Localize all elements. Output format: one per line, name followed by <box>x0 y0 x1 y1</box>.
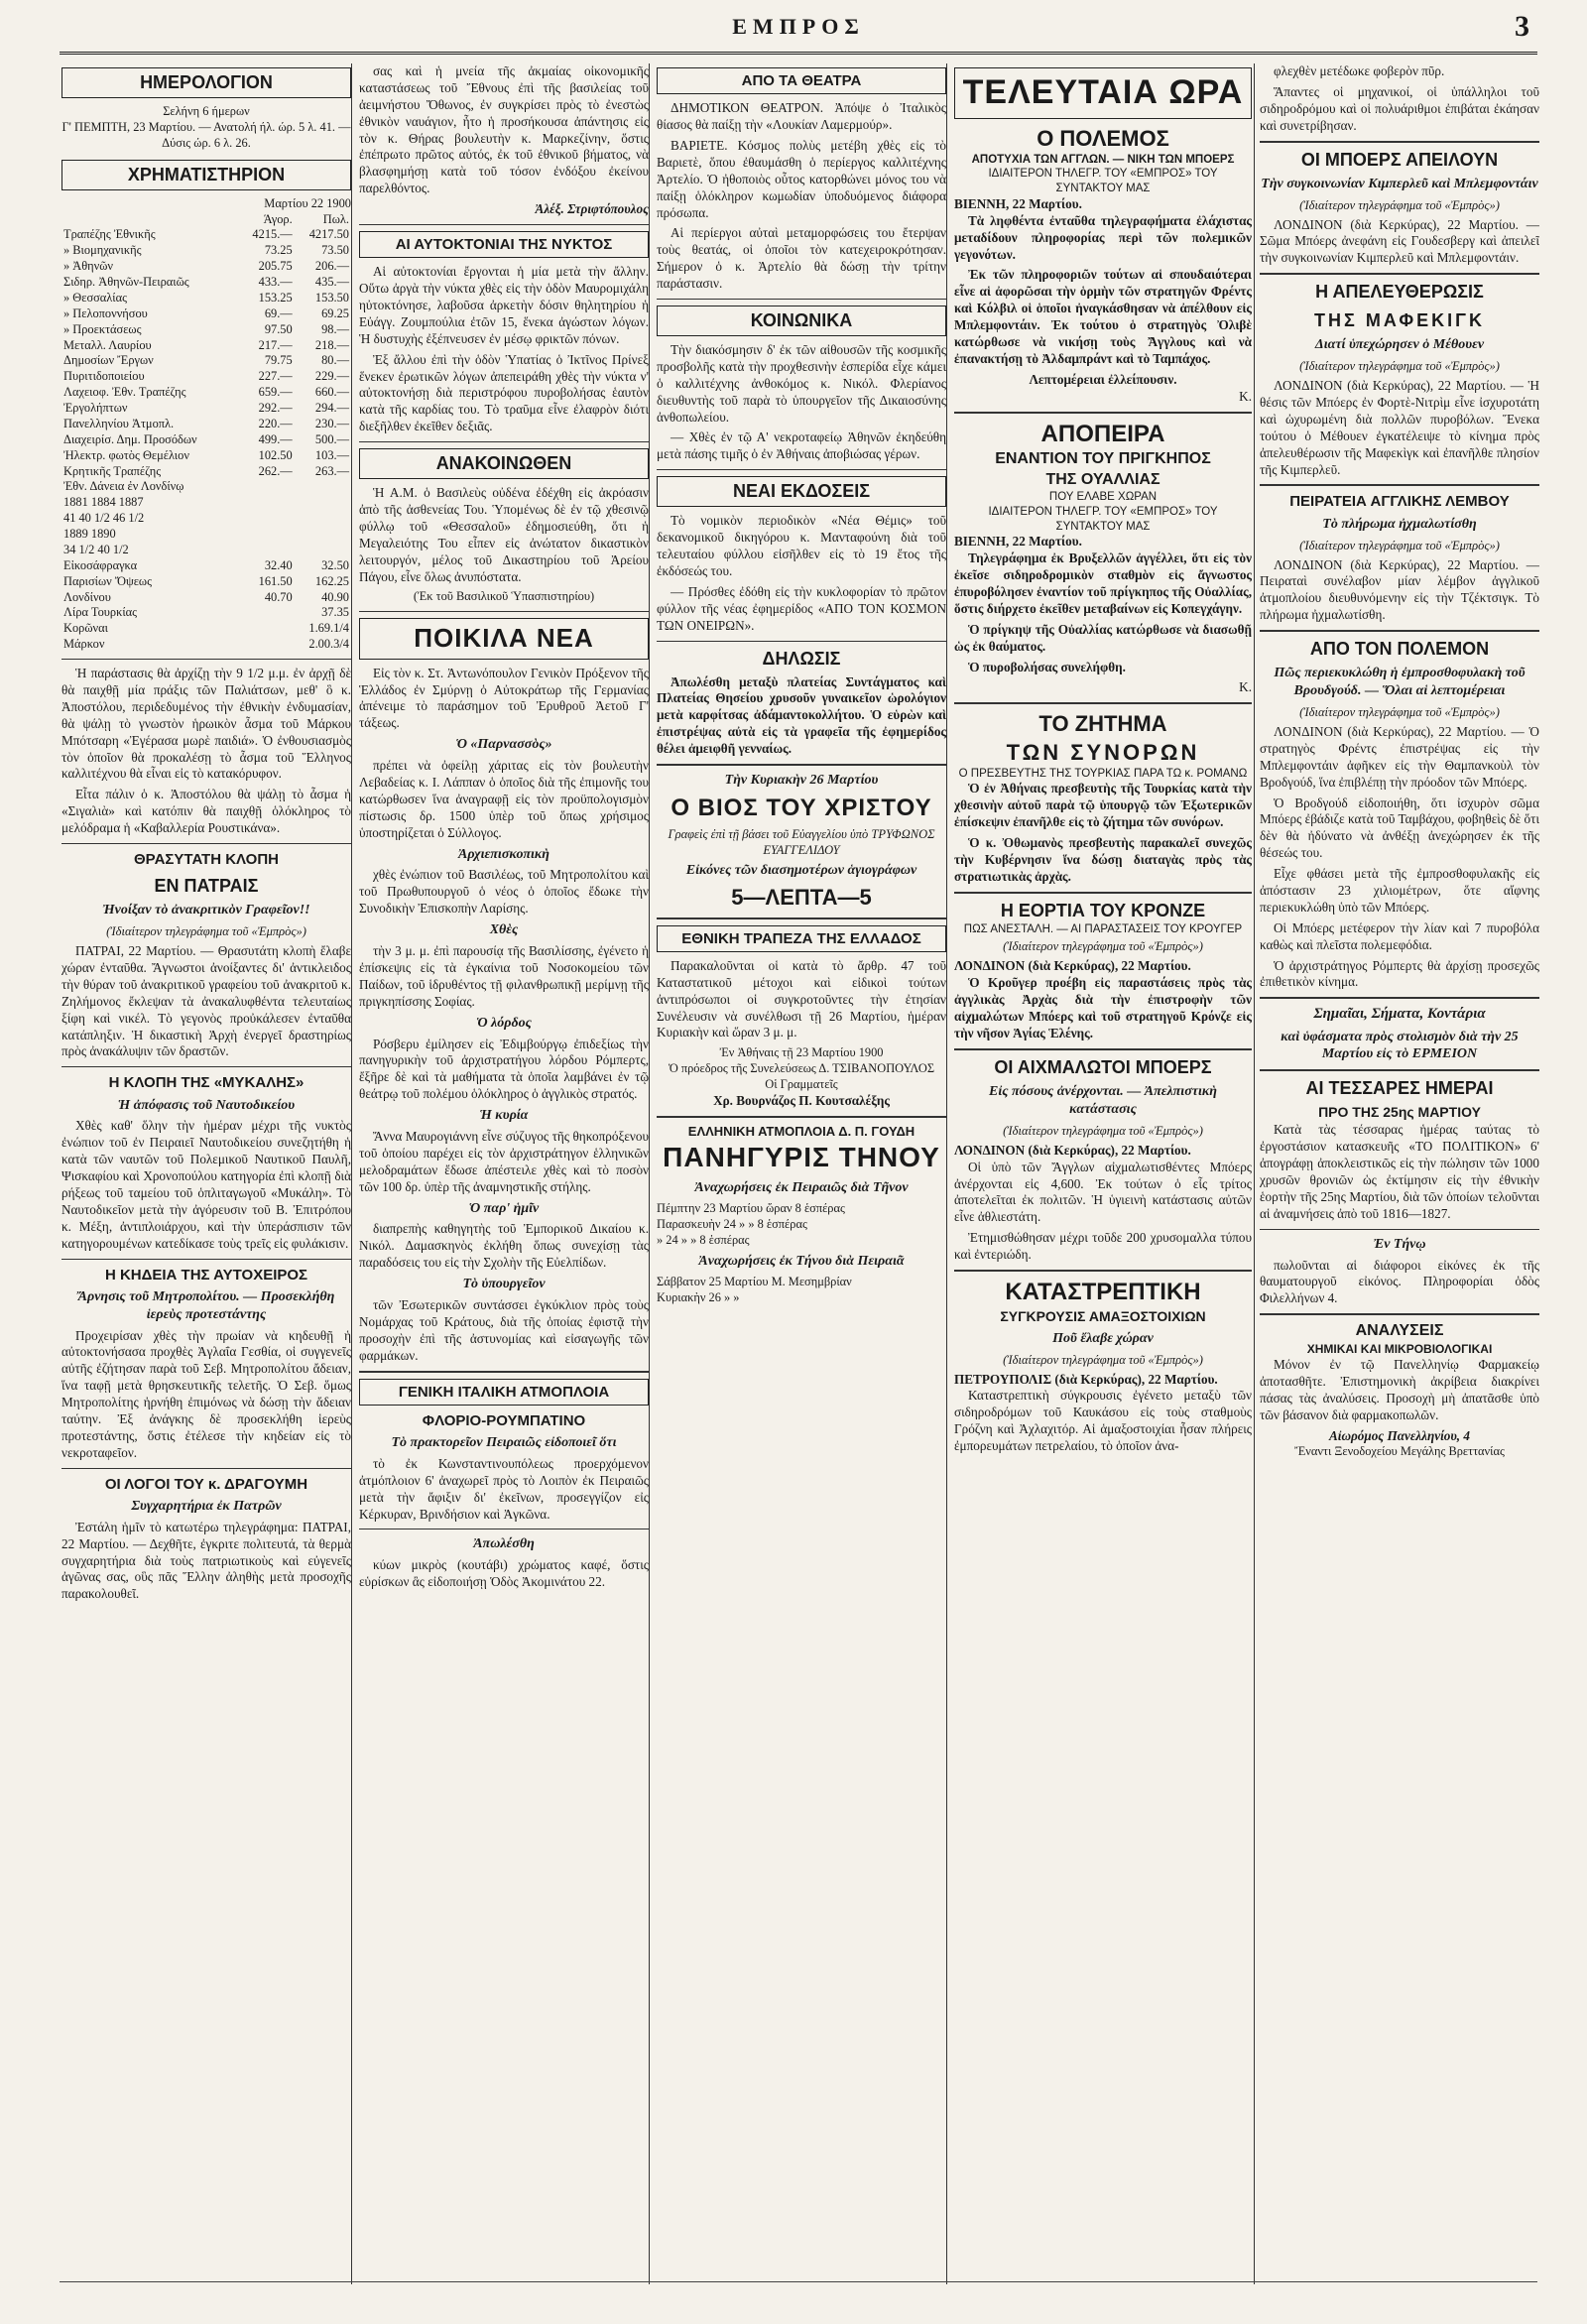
boer-threat-source: (Ἰδιαίτερον τηλεγράφημα τοῦ «Ἐμπρὸς») <box>1299 197 1500 212</box>
tinos-note-title: Ἐν Τήνῳ <box>1373 1236 1426 1252</box>
social-body: Τὴν διακόσμησιν δ' ἐκ τῶν αἰθουσῶν τῆς κοσμικῆς προσβολῆς κατὰ τὴν προχθεσινὴν ἑσπερίδα εἶχε κάμει ὁ καλλιτέχνης ἀνθοκόμος κ. Νικόλ. Φλερίανος διευθυντὴς τοῦ παρὰ τὸ ὑπουργεῖον τῆς Δικαιοσύνης ἀνθοπωλείου. <box>657 342 946 425</box>
exchange-row <box>61 558 351 574</box>
piracy-source: (Ἰδιαίτερον τηλεγράφημα τοῦ «Ἐμπρὸς») <box>1299 538 1500 552</box>
front-title: ΑΠΟ ΤΟΝ ΠΟΛΕΜΟΝ <box>1309 639 1490 660</box>
minister-title: Τὸ ὑπουργεῖον <box>462 1277 546 1292</box>
tinos-sub: Ἀναχωρήσεις ἐκ Πειραιῶς διὰ Τῆνον <box>694 1180 909 1196</box>
ad-title: ΓΕΝΙΚΗ ΙΤΑΛΙΚΗ ΑΤΜΟΠΛΟΙΑ <box>359 1379 649 1406</box>
war-body: Τὰ ληφθέντα ἐνταῦθα τηλεγραφήματα ἐλάχιστας μεταδίδουν πληροφορίας περὶ τῶν πολεμικῶν γεγονότων. <box>954 212 1252 262</box>
kyria-body: Ἄννα Μαυρογιάννη εἶνε σύζυγος τῆς θηκοπρόξενου τοῦ ὁποίου παρέχει εἰς τὸν ἀρχιστράτηγον ἑλληνικῶν μελοδραμάτων ἔδωσε ἀπέστειλε χθὲς καὶ τὸ ποσὸν τῶν 100 δρ. ὑπὲρ τῆς ἀναμνηστικῆς στήλης. <box>359 1128 649 1194</box>
border-body: Ὁ κ. Ὀθωμανὸς πρεσβευτὴς παρακαλεῖ συνεχῶς τὴν Κυβέρνησιν ἵνα δώσῃ διαταγὰς πρὸς τὰς στρατιωτικὰς ἀρχὰς. <box>954 835 1252 884</box>
analyses-address-2: Ἔναντι Ξενοδοχείου Μεγάλης Βρεττανίας <box>1294 1444 1505 1459</box>
lord-body: Ρόσβερυ ἐμίλησεν εἰς Ἐδιμβούργῳ ἐπιδεξίως τὴν πανηγυρικὴν τοῦ ἀρχιστρατήγου λόρδου Ρόμπερτς, ἔξῆρε δὲ καὶ τὰ μαθήματα τὰ ὁποῖα λαμβάνει ἐν τῷ θεάτρῳ τοῦ πολέμου ὁλόκληρος ὁ ἀγγλικὸς στρατός. <box>359 1036 649 1102</box>
exchange-cell: 659.— <box>258 385 293 400</box>
exchange-cell: » Βιομηχανικῆς <box>63 243 142 258</box>
exchange-cell: 40.90 <box>321 589 349 604</box>
exchange-cell: Μάρκον <box>63 637 105 652</box>
column-rule <box>351 63 352 2284</box>
theatre-variete: Αἱ περίεργοι αὐταὶ μεταμορφώσεις του ἔτερψαν τοὺς θεατάς, οἱ ὁποῖοι τὸν κατεχειροκρότησαν. Σήμερον ὁ κ. Ἀρτελίο θὰ δώσῃ τὴν τρίτην παράστασιν. <box>657 225 946 292</box>
border-sub: Ο ΠΡΕΣΒΕΥΤΗΣ ΤΗΣ ΤΟΥΡΚΙΑΣ ΠΑΡΑ ΤΩ κ. ΡΟΜΑΝΩ <box>958 767 1248 780</box>
kronje-title: Η ΕΟΡΤΙΑ ΤΟΥ ΚΡΟΝΖΕ <box>1000 900 1206 920</box>
exchange-note: Εἶτα πάλιν ὁ κ. Ἀποστόλου θὰ ψάλῃ τὸ ἆσμα ἡ «Σιγαλιὰ» καὶ κατόπιν θὰ παιχθῇ ὁλόκληρος τὸ μελόδραμα ἡ «Καβαλλερία Ρουστικάνα». <box>61 787 351 836</box>
bios-title: Ο ΒΙΟΣ ΤΟΥ ΧΡΙΣΤΟΥ <box>671 794 932 821</box>
exchange-row <box>61 291 351 306</box>
exchange-cell: 153.50 <box>314 290 349 305</box>
exchange-row <box>61 353 351 369</box>
exchange-cell: 217.— <box>258 337 293 352</box>
funeral-body: Προχειρίσαν χθὲς τὴν πρωίαν νὰ κηδευθῇ ἡ αὐτοκτονήσασα προχθὲς Ἀγλαΐα Γεσθία, οἱ συγγενεῖς αὐτῆς ἐζήτησαν παρὰ τοῦ Σεβ. Μητροπολίτου ἄδειαν, ἵνα ταφῇ μετὰ θρησκευτικῆς τελετῆς. Ὁ Σεβ. ὅμως Μητροπολίτης ἠρνήθη ἐπιμόνως νὰ δώσῃ τὴν ἄδειαν ταύτην. Ἐξ ἀνάγκης δὲ προσεκλήθη ἱερεὺς προτεστάντης, ὅστις ἐτέλεσε τὴν κηδείαν εἰς τὸ νεκροταφεῖον. <box>61 1327 351 1460</box>
exchange-cell: » Θεσσαλίας <box>63 290 128 305</box>
disaster-dateline: ΠΕΤΡΟΥΠΟΛΙΣ (διὰ Κερκύρας), 22 Μαρτίου. <box>954 1371 1218 1387</box>
exchange-row <box>61 401 351 417</box>
exchange-cell: 153.25 <box>258 290 293 305</box>
mafeking-body: ΛΟΝΔΙΝΟΝ (διὰ Κερκύρας), 22 Μαρτίου. — Ἡ θέσις τῶν Μπόερς ἐν Φορτὲ-Νιτρὶμ εἶνε ἰσχυροτάτη καὶ ὠχυρωμένη διὰ πολλῶν πυροβόλων. Ἕνεκα τούτου ὁ Μέθουεν ἐγκατέλειψε τὸ κίνημα πρὸς ἀπελευθέρωσιν τῆς Μαφεκὶγκ καὶ ἐπανῆλθε πλησίον τῆς Κιμπερλεῦ. <box>1260 378 1539 477</box>
theft-body: ΠΑΤΡΑΙ, 22 Μαρτίου. — Θρασυτάτη κλοπὴ ἔλαβε χώραν ἐνταῦθα. Ἄγνωστοι ἀνοίξαντες δι' ἀντικλειδος τὴν θύραν τοῦ ἀνακριτικοῦ γραφείου τοῦ ἀνακριτοῦ κ. Ζηλήμονος ἔκλεψαν τὰ ἀνακαλυφθέντα τελευταίως ξίφη καὶ νικέλ. Τὸ γεγονὸς προὐκάλεσεν ἐνταῦθα κατάπληξιν. Ἡ δικαστικὴ Ἀρχὴ ἐνεργεῖ δραστηρίως πρὸς ἀνακάλυψιν τῶν δραστῶν. <box>61 943 351 1059</box>
war-sub: ΑΠΟΤΥΧΙΑ ΤΩΝ ΑΓΓΛΩΝ. — ΝΙΚΗ ΤΩΝ ΜΠΟΕΡΣ <box>971 153 1235 166</box>
exchange-cell: 69.— <box>264 306 293 320</box>
almanac-title: ΗΜΕΡΟΛΟΓΙΟΝ <box>61 67 351 98</box>
exchange-cell: Ἠλεκτρ. φωτὸς Θεμέλιον <box>63 447 189 462</box>
theatre-dimotikon: ΔΗΜΟΤΙΚΟΝ ΘΕΑΤΡΟΝ. Ἀπόψε ὁ Ἰταλικὸς θίασος θὰ παίξῃ τὴν «Λουκίαν Λαμερμούρ». <box>657 100 946 133</box>
exchange-cell <box>295 479 351 495</box>
ad-sub: Τὸ πρακτορεῖον Πειραιῶς εἰδοποιεῖ ὅτι <box>391 1434 617 1450</box>
exchange-cell: Ἐργολήπτων <box>63 401 128 416</box>
exchange-cell: 227.— <box>258 369 293 384</box>
archbishop-body: χθὲς ἐνώπιον τοῦ Βασιλέως, τοῦ Μητροπολίτου καὶ τοῦ Πρωθυπουργοῦ ὁ νέος ὁ ὁποῖος ἔδωκε τὴν Συνοδικὴν Ἐπισκοπὴν Λαρίσης. <box>359 867 649 917</box>
social-body: — Χθὲς ἐν τῷ Α' νεκροταφείῳ Ἀθηνῶν ἐκηδεύθη μετὰ πάσης τιμῆς ὁ ἐν Ἀθήναις ἀποβιώσας γέρων. <box>657 429 946 462</box>
exchange-cell: » Ἀθηνῶν <box>63 259 114 274</box>
exchange-cell: 294.— <box>314 401 349 416</box>
page-footer-rule <box>60 2281 1537 2282</box>
exchange-cell: 1889 1890 <box>63 527 116 542</box>
exchange-row <box>61 243 351 259</box>
bios-sub: Γραφεὶς ἐπὶ τῇ βάσει τοῦ Εὐαγγελίου ὑπὸ ΤΡΥΦΩΝΟΣ ΕΥΑΓΓΕΛΙΔΟΥ <box>668 826 935 857</box>
exchange-cell <box>238 621 295 637</box>
column-2 <box>359 63 649 2284</box>
kronje-sub: ΠΩΣ ΑΝΕΣΤΑΛΗ. — ΑΙ ΠΑΡΑΣΤΑΣΕΙΣ ΤΟΥ ΚΡΟΥΓΕΡ <box>963 922 1243 935</box>
exchange-row <box>61 605 351 621</box>
war-signoff: Κ. <box>1239 388 1252 404</box>
exchange-cell <box>238 543 295 558</box>
tinos-title: ΠΑΝΗΓΥΡΙΣ ΤΗΝΟΥ <box>663 1142 940 1173</box>
exchange-cell: » Πελοποννήσου <box>63 306 148 320</box>
mafeking-source: (Ἰδιαίτερον τηλεγράφημα τοῦ «Ἐμπρὸς») <box>1299 359 1500 374</box>
exchange-note: Ἡ παράστασις θὰ ἀρχίζῃ τὴν 9 1/2 μ.μ. ἐν ἀρχῇ δὲ θὰ παιχθῇ μία πράξις τῶν Παλιάτσων, μεθ' ὃ κ. Ἀποστόλου, περιδεδυμένος τὴν ἐθνικὴν ἐνδυμασίαν, θὰ ψάλῃ τὸ γνωστὸν ἡρωικὸν ἆσμα τοῦ Μάρκου Μπότσαρη «Ἐγέρασα μωρὲ παιδιά». Ὁ ἐνθουσιασμὸς τὸν ὁποῖον θὰ προκαλέσῃ τὸ ἆσμα τοῦ Ἕλληνος καλλιτέχνου θὰ εἶναι εἰς τὸ κατακόρυφον. <box>61 666 351 782</box>
exchange-row <box>61 495 351 511</box>
exchange-row <box>61 385 351 401</box>
exchange-row <box>61 621 351 637</box>
steamer-title: ΕΛΛΗΝΙΚΗ ΑΤΜΟΠΛΟΙΑ Δ. Π. ΓΟΥΔΗ <box>687 1123 916 1139</box>
war-title: Ο ΠΟΛΕΜΟΣ <box>1037 125 1169 151</box>
exchange-cell <box>238 511 295 527</box>
exchange-cell: 435.— <box>314 275 349 290</box>
disaster-title-2: ΣΥΓΚΡΟΥΣΙΣ ΑΜΑΞΟΣΤΟΙΧΙΩΝ <box>1000 1307 1206 1324</box>
exchange-cell: Εἰκοσάφραγκα <box>63 557 138 572</box>
lost-title: Ἀπωλέσθη <box>473 1536 535 1552</box>
attempt-body: Ὁ πυροβολήσας συνελήφθη. <box>968 659 1126 674</box>
exchange-cell <box>295 527 351 543</box>
piracy-title: ΠΕΙΡΑΤΕΙΑ ΑΓΓΛΙΚΗΣ ΛΕΜΒΟΥ <box>1289 493 1510 511</box>
new-pubs-title: ΝΕΑΙ ΕΚΔΟΣΕΙΣ <box>657 476 946 507</box>
exchange-cell <box>295 495 351 511</box>
exchange-cell: 4215.— <box>252 227 293 242</box>
disaster-body: Καταστρεπτικὴ σύγκρουσις ἐγένετο μεταξὺ τῶν σιδηροδρόμων τοῦ Καυκάσου εἰς τοὺς σταθμοὺς Γρόζνη καὶ Ἀχλαχιτόρ. Αἱ ἁμαξοστοιχίαι ἦσαν πλήρεις ἐμπορευμάτων πετρελαίου, τὸ ὁποῖον ἀνα- <box>954 1388 1252 1454</box>
bios-price: 5—ΛΕΠΤΑ—5 <box>731 884 872 910</box>
announce-source: (Ἐκ τοῦ Βασιλικοῦ Ὑπασπιστηρίου) <box>413 589 595 604</box>
exchange-row <box>61 322 351 338</box>
exchange-cell: 220.— <box>258 416 293 430</box>
exchange-cell: Λίρα Τουρκίας <box>63 605 138 620</box>
lost-body: κύων μικρὸς (κουτάβι) χρώματος καφέ, ὅστις εὑρίσκων ἂς εἰδοποιήσῃ Ὁδὸς Ἀκομινάτου 22. <box>359 1557 649 1590</box>
analyses-body: Μόνον ἐν τῷ Πανελληνίῳ Φαρμακείῳ ἀποτασθῆτε. Ἐπιστημονικὴ ἀκρίβεια διακρίνει πάσας τὰς ἀναλύσεις. Προσοχὴ μὴ ἀπατᾶσθε ὑπὸ τῶν βάσανον διὰ φαρμακοπωλῶν. <box>1260 1357 1539 1422</box>
exchange-cell: 80.— <box>321 353 349 368</box>
column-rule <box>1254 63 1255 2284</box>
exchange-header-cell: Άγορ. <box>263 211 293 226</box>
exchange-cell: 69.25 <box>321 306 349 320</box>
column-4 <box>954 63 1252 2284</box>
exchange-row <box>61 417 351 432</box>
pow-body: Οἱ ὑπὸ τῶν Ἄγγλων αἰχμαλωτισθέντες Μπόερς ἀνέρχονται εἰς 4,600. Ἐκ τούτων ὁ εἷς τρίτος ἀποτελεῖται ἐκ πολιτῶν. Ἡ ὑγιεινὴ κατάστασις αὐτῶν εἶνε ἀθλιεστάτη. <box>954 1159 1252 1225</box>
exchange-cell: 1.69.1/4 <box>308 621 349 636</box>
suicide-title: ΑΙ ΑΥΤΟΚΤΟΝΙΑΙ ΤΗΣ ΝΥΚΤΟΣ <box>359 231 649 258</box>
exchange-cell: 499.— <box>258 431 293 446</box>
front-body: ΛΟΝΔΙΝΟΝ (διὰ Κερκύρας), 22 Μαρτίου. — Ὁ στρατηγὸς Φρέντς ἐπιστρέψας εἰς τὴν Μπλεμφοντάιν ἀφῆκεν εἰς τὴν Θαμπανκοὺλ τὸν Βροδγούδ, ἵνα ἐπιβλέπῃ τὴν πρόοδον τῶν Μπόερς. <box>1260 723 1539 790</box>
column-1 <box>61 63 351 2284</box>
exchange-cell: 161.50 <box>258 573 293 588</box>
social-title: ΚΟΙΝΩΝΙΚΑ <box>657 306 946 336</box>
disaster-title: ΚΑΤΑΣΤΡΕΠΤΙΚΗ <box>1005 1279 1201 1305</box>
boer-threat-title: ΟΙ ΜΠΟΕΡΣ ΑΠΕΙΛΟΥΝ <box>1300 149 1499 170</box>
yesterday-body: τὴν 3 μ. μ. ἐπὶ παρουσίᾳ τῆς Βασιλίσσης, ἐγένετο ἡ ἐπίσκεψις εἰς τὰ ἐγκαίνια τοῦ Νοσοκομείου τῶν Παίδων, τοῦ ἱδρυθέντος τῇ φιλανθρωπικῇ μερίμνῃ τῆς πριγκηπίσσης Σοφίας. <box>359 943 649 1009</box>
column-3 <box>657 63 946 2284</box>
piracy-sub: Τὸ πλήρωμα ἠχμαλωτίσθη <box>1322 516 1477 532</box>
exchange-cell <box>295 511 351 527</box>
exchange-title: ΧΡΗΜΑΤΙΣΤΗΡΙΟΝ <box>61 160 351 190</box>
pow-source: (Ἰδιαίτερον τηλεγράφημα τοῦ «Ἐμπρὸς») <box>1003 1123 1203 1138</box>
intro-body: Ἅπαντες οἱ μηχανικοί, οἱ ὑπάλληλοι τοῦ σιδηροδρόμου καὶ οἱ πολυάριθμοι ἐπιβάται ἐκάησαν καὶ συνετρίβησαν. <box>1260 83 1539 133</box>
mafeking-title: Η ΑΠΕΛΕΥΘΕΡΩΣΙΣ <box>1315 282 1484 303</box>
exchange-cell <box>295 543 351 558</box>
exchange-row <box>61 637 351 653</box>
front-body: Ὁ ἀρχιστράτηγος Ρόμπερτς θὰ ἀρχίσῃ προσεχῶς ἐπιθετικὸν κίνημα. <box>1260 957 1539 990</box>
exchange-cell: Σιδηρ. Ἀθηνῶν-Πειραιῶς <box>63 275 189 290</box>
attempt-body: Ὁ πρίγκηψ τῆς Οὐαλλίας κατώρθωσε νὰ διασωθῇ ὡς ἐκ θαύματος. <box>954 621 1252 654</box>
attempt-dateline: ΒΙΕΝΝΗ, 22 Μαρτίου. <box>954 534 1082 550</box>
bank-sign: Ὁ πρόεδρος τῆς Συνελεύσεως Δ. ΤΣΙΒΑΝΟΠΟΥΛΟΣ <box>668 1061 935 1076</box>
bank-body: Παρακαλοῦνται οἱ κατὰ τὸ ἄρθρ. 47 τοῦ Καταστατικοῦ μέτοχοι καὶ εἰδικοὶ τούτων ἀντιπρόσωποι οἱ συγκροτοῦντες τὴν ἐτησίαν Συνέλευσιν νὰ συνέλθωσι τῇ 26 Μαρτίου, ἡμέραν Κυριακὴν καὶ ὥραν 3 μ. μ. <box>657 957 946 1040</box>
exchange-cell: 79.75 <box>264 353 293 368</box>
mykali-sub: Ἡ ἀπόφασις τοῦ Ναυτοδικείου <box>117 1097 296 1113</box>
tinos-row: Πέμπτην 23 Μαρτίου ὥραν 8 ἑσπέρας <box>657 1201 845 1216</box>
bios-sub-2: Εἰκόνες τῶν διασημοτέρων ἁγιογράφων <box>685 862 917 878</box>
poikila-body: Εἰς τὸν κ. Στ. Ἀντωνόπουλον Γενικὸν Πρόξενον τῆς Ἑλλάδος ἐν Σμύρνῃ ὁ Αὐτοκράτωρ τῆς Γερμανίας ἀπένειμε τὸ παράσημον τοῦ Ἐρυθροῦ Ἀετοῦ Γ' τάξεως. <box>359 665 649 731</box>
front-sub: Πῶς περιεκυκλώθη ἡ ἐμπροσθοφυλακὴ τοῦ Βρουδγούδ. — Ὅλαι αἱ λεπτομέρειαι <box>1274 666 1526 699</box>
mykali-title: Η ΚΛΟΠΗ ΤΗΣ «ΜΥΚΑΛΗΣ» <box>108 1074 305 1092</box>
bank-sign-3: Χρ. Βουρνάζος Π. Κουτσαλέξης <box>713 1092 890 1108</box>
exchange-cell: Μεταλλ. Λαυρίου <box>63 337 152 352</box>
lord-title: Ὁ λόρδος <box>476 1015 532 1031</box>
column-5 <box>1260 63 1539 2284</box>
exchange-cell: Διαχειρίσ. Δημ. Προσόδων <box>63 431 197 446</box>
exchange-cell <box>238 495 295 511</box>
poikila-title: ΠΟΙΚΙΛΑ ΝΕΑ <box>359 618 649 659</box>
exchange-cell: 97.50 <box>264 321 293 336</box>
par-title: Ὁ παρ' ἡμῖν <box>468 1200 540 1216</box>
front-source: (Ἰδιαίτερον τηλεγράφημα τοῦ «Ἐμπρὸς») <box>1299 704 1500 719</box>
attempt-sub: ΠΟΥ ΕΛΑΒΕ ΧΩΡΑΝ <box>1048 491 1158 504</box>
tinos-row: Παρασκευὴν 24 » » 8 ἑσπέρας <box>657 1217 807 1232</box>
exchange-cell: Πανελληνίου Ἀτμοπλ. <box>63 416 175 430</box>
analyses-address: Αἰωρόμος Πανελληνίου, 4 <box>1328 1427 1470 1443</box>
intro-signature: Ἀλέξ. Στριφτόπουλος <box>535 201 649 217</box>
kronje-source: (Ἰδιαίτερον τηλεγράφημα τοῦ «Ἐμπρὸς») <box>1003 939 1203 954</box>
notice-title: ΔΗΛΩΣΙΣ <box>762 648 841 669</box>
exchange-cell: 205.75 <box>258 259 293 274</box>
exchange-cell: 206.— <box>314 259 349 274</box>
exchange-row <box>61 227 351 243</box>
exchange-cell: 262.— <box>258 463 293 478</box>
four-days-title: ΑΙ ΤΕΣΣΑΡΕΣ ΗΜΕΡΑΙ <box>1305 1078 1494 1099</box>
kronje-dateline: ΛΟΝΔΙΝΟΝ (διὰ Κερκύρας), 22 Μαρτίου. <box>954 958 1191 974</box>
archbishop-title: Ἀρχιεπισκοπικὴ <box>458 846 549 862</box>
pow-dateline: ΛΟΝΔΙΝΟΝ (διὰ Κερκύρας), 22 Μαρτίου. <box>954 1142 1191 1158</box>
exchange-row <box>61 543 351 558</box>
exchange-cell: 73.25 <box>264 243 293 258</box>
exchange-cell: Λαχειοφ. Ἐθν. Τραπέζης <box>63 385 186 400</box>
minister-body: τῶν Ἐσωτερικῶν συντάσσει ἐγκύκλιον πρὸς τοὺς Νομάρχας τοῦ Κράτους, διὰ τῆς ὁποίας ἐφιστᾷ τὴν προσοχὴν ἐπὶ τῆς ἀστυνομίας καὶ εἰσαγωγῆς τῶν φαρμάκων. <box>359 1297 649 1363</box>
exchange-row <box>61 590 351 606</box>
exchange-cell: 41 40 1/2 46 1/2 <box>63 511 145 526</box>
four-days-sub: ΠΡΟ ΤΗΣ 25ης ΜΑΡΤΙΟΥ <box>1318 1104 1481 1121</box>
exchange-cell: Τραπέζης Ἐθνικῆς <box>63 227 156 242</box>
exchange-header-cell: Πωλ. <box>322 211 349 226</box>
ad-body: τὸ ἐκ Κωνσταντινουπόλεως προερχόμενον ἀτμόπλοιον 6' ἀναχωρεῖ πρὸς τὸ Λοιπὸν ἐκ Πειραιῶς μετὰ τὴν ἄφιξιν δι' ἐκεῖνων, προσεγγίζον εἰς Κέρκυραν, Βρινδήσιον καὶ Ἀγκῶνα. <box>359 1455 649 1522</box>
exchange-cell: Παρισίων Ὄψεως <box>63 573 152 588</box>
newspaper-name: ΕΜΠΡΟΣ <box>732 14 865 39</box>
dragoumis-title: ΟΙ ΛΟΓΟΙ ΤΟΥ κ. ΔΡΑΓΟΥΜΗ <box>104 1475 308 1493</box>
exchange-cell: Δημοσίων Ἔργων <box>63 353 154 368</box>
exchange-cell: 2.00.3/4 <box>308 637 349 652</box>
exchange-cell: 40.70 <box>264 589 293 604</box>
kyria-title: Ἡ κυρία <box>479 1108 529 1124</box>
exchange-cell: 263.— <box>314 463 349 478</box>
notice-body: Ἀπωλέσθη μεταξὺ πλατείας Συντάγματος καὶ Πλατείας Θησείου χρυσοῦν γυναικεῖον ὡρολόγιον μετὰ καρφίτσας ἀδάμαντοκολλήτου. Ὁ εὑρὼν καὶ ἐπιστρέψας αὐτὰ εἰς τὰ γραφεῖα τῆς ἐφημερίδος θέλει ἀμειφθῆ γενναίως. <box>657 673 946 757</box>
exchange-row <box>61 448 351 464</box>
exchange-cell: 230.— <box>314 416 349 430</box>
exchange-cell: Λονδίνου <box>63 589 111 604</box>
exchange-cell: 102.50 <box>258 447 293 462</box>
exchange-cell: 660.— <box>314 385 349 400</box>
exchange-cell: 32.40 <box>264 557 293 572</box>
exchange-cell: Ἐθν. Δάνεια ἐν Λονδίνῳ <box>63 479 184 494</box>
theatres-title: ΑΠΟ ΤΑ ΘΕΑΤΡΑ <box>657 67 946 94</box>
disaster-sub: Ποῦ ἔλαβε χώραν <box>1052 1330 1154 1346</box>
war-dateline: ΒΙΕΝΝΗ, 22 Μαρτίου. <box>954 195 1082 211</box>
stamps-title: Σημαῖαι, Σήματα, Κοντάρια <box>1313 1006 1486 1023</box>
attempt-body: Τηλεγράφημα ἐκ Βρυξελλῶν ἀγγέλλει, ὅτι εἰς τὸν ἐκεῖσε σιδηροδρομικὸν σταθμὸν εἰς ἄγνωστος ἐπυροβόλησεν ἐναντίον τοῦ πρίγκηπος τῆς Οὐαλλίας, ὅστις διήρχετο ἐκεῖθεν μεταβαίνων εἰς Κοπεγχάγην. <box>954 550 1252 616</box>
front-body: Οἱ Μπόερς μετέφερον τὴν λίαν καὶ 7 πυροβόλα καθὼς καὶ πλεῖστα πολεμεφόδια. <box>1260 919 1539 952</box>
bank-date: Ἐν Ἀθήναις τῇ 23 Μαρτίου 1900 <box>719 1045 884 1060</box>
four-days-body: Κατὰ τὰς τέσσαρας ἡμέρας ταύτας τὸ ἐργοστάσιον κατασκευῆς «ΤΟ ΠΟΛΙΤΙΚΟΝ» 6' ἀπογράφῃ ἀποκλειστικῶς εἰς τὴν πώλησιν τῶν 1000 χρυσῶν θρονιῶν ὡς ἐκτίμησιν εἰς τὴν ἐθνικὴν ἑορτὴν τῆς 25ης Μαρτίου, διὰ τῶν ὁποίων τελοῦνται αἱ ἀναμνήσεις ἀπὸ τοῦ 1816—1827. <box>1260 1122 1539 1221</box>
par-body: διαπρεπὴς καθηγητὴς τοῦ Ἐμπορικοῦ Δικαίου κ. Νικόλ. Δαμασκηνὸς ἐκλήθη ὅπως συνεχίσῃ τὰς παραδόσεις του εἰς τὴν Σχολὴν τῆς Εὐελπίδων. <box>359 1221 649 1271</box>
exchange-row <box>61 369 351 385</box>
exchange-row <box>61 479 351 495</box>
exchange-table <box>61 212 351 654</box>
exchange-row <box>61 275 351 291</box>
exchange-cell <box>238 479 295 495</box>
exchange-cell: 73.50 <box>321 243 349 258</box>
stamps-body: καὶ ὑφάσματα πρὸς στολισμὸν διὰ τὴν 25 Μαρτίου εἰς τὸ ΕΡΜΕΙΟΝ <box>1281 1029 1519 1062</box>
new-pubs-body: — Πρόσθες ἐδόθη εἰς τὴν κυκλοφορίαν τὸ πρῶτον φύλλον τῆς νέας ἐφημερίδος «ΑΠΟ ΤΟΝ ΚΟΣΜΟΝ ΤΩΝ ΟΝΕΙΡΩΝ». <box>657 583 946 633</box>
dragoumis-sub: Συγχαρητήρια ἐκ Πατρῶν <box>131 1498 282 1514</box>
exchange-cell: 433.— <box>258 275 293 290</box>
page-number: 3 <box>1515 10 1529 43</box>
sunday-line: Τὴν Κυριακὴν 26 Μαρτίου <box>724 773 879 788</box>
parnassos-title: Ὁ «Παρνασσὸς» <box>455 737 552 753</box>
attempt-source: ΙΔΙΑΙΤΕΡΟΝ ΤΗΛΕΓΡ. ΤΟΥ «ΕΜΠΡΟΣ» ΤΟΥ ΣΥΝΤΑΚΤΟΥ ΜΑΣ <box>988 505 1218 533</box>
yesterday-title: Χθὲς <box>489 922 519 938</box>
disaster-source: (Ἰδιαίτερον τηλεγράφημα τοῦ «Ἐμπρὸς») <box>1003 1352 1203 1367</box>
analyses-title: ΑΝΑΛΥΣΕΙΣ <box>1355 1322 1444 1340</box>
exchange-cell: 218.— <box>314 337 349 352</box>
column-rule <box>946 63 947 2284</box>
exchange-cell: Κορῶναι <box>63 621 108 636</box>
exchange-cell: 4217.50 <box>308 227 349 242</box>
border-title-2: ΤΩΝ ΣΥΝΟΡΩΝ <box>1006 739 1200 765</box>
almanac-line: Γ' ΠΕΜΠΤΗ, 23 Μαρτίου. — Ανατολή ήλ. ώρ. 5 λ. 41. — Δύσις ώρ. 6 λ. 26. <box>61 119 351 150</box>
tinos-sub-2: Ἀναχωρήσεις ἐκ Τήνου διὰ Πειραιᾶ <box>698 1253 905 1269</box>
exchange-cell <box>238 527 295 543</box>
attempt-signoff: Κ. <box>1239 679 1252 695</box>
exchange-cell: 34 1/2 40 1/2 <box>63 542 129 556</box>
intro-body: φλεχθὲν μετέδωκε φοβερὸν πῦρ. <box>1274 63 1445 78</box>
new-pubs-body: Τὸ νομικὸν περιοδικὸν «Νέα Θέμις» τοῦ δεκανομικοῦ δικηγόρου κ. Μανταφούνη διὰ τοῦ τελευταίου φύλλου εἰσῆλθεν εἰς τὸ 19 ἔτος τῆς ἐκδόσεώς του. <box>657 513 946 578</box>
exchange-row <box>61 306 351 322</box>
tinos-note-body: πωλοῦνται αἱ διάφοροι εἰκόνες ἐκ τῆς θαυματουργοῦ εἰκόνος. Πληροφορίαι ὁδὸς Φιλελλήνων 4. <box>1260 1257 1539 1306</box>
war-more: Λεπτομέρειαι ἐλλείπουσιν. <box>1029 371 1177 387</box>
mafeking-sub: Διατί ὑπεχώρησεν ὁ Μέθουεν <box>1314 337 1485 353</box>
attempt-title-2: ΕΝΑΝΤΙΟΝ ΤΟΥ ΠΡΙΓΚΗΠΟΣ <box>995 450 1211 468</box>
exchange-cell: » Προεκτάσεως <box>63 321 142 336</box>
exchange-row <box>61 527 351 543</box>
war-source: ΙΔΙΑΙΤΕΡΟΝ ΤΗΛΕΓΡ. ΤΟΥ «ΕΜΠΡΟΣ» ΤΟΥ ΣΥΝΤΑΚΤΟΥ ΜΑΣ <box>988 168 1218 195</box>
dragoumis-body: Ἐστάλη ἡμῖν τὸ κατωτέρω τηλεγράφημα: ΠΑΤΡΑΙ, 22 Μαρτίου. — Δεχθῆτε, ἐγκριτε πολιτευτά, τὰ θερμὰ συγχαρητήρια διὰ τοὺς πατριωτικοὺς καὶ εὐγενεῖς ἀγῶνας σας, οὓς πᾶς Ἕλλην ἀληθὴς μετὰ προσοχῆς παρακολουθεῖ. <box>61 1519 351 1602</box>
boer-threat-sub: Τὴν συγκοινωνίαν Κιμπερλεῦ καὶ Μπλεμφοντάιν <box>1261 176 1538 191</box>
masthead <box>60 10 1537 55</box>
ad-title-2: ΦΛΟΡΙΟ-ΡΟΥΜΠΑΤΙΝΟ <box>422 1411 586 1429</box>
funeral-sub: Ἄρνησις τοῦ Μητροπολίτου. — Προσεκλήθη ἱερεὺς προτεστάντης <box>77 1288 335 1322</box>
exchange-cell: 1881 1884 1887 <box>63 495 144 510</box>
exchange-cell: Πυριτιδοποιείου <box>63 369 145 384</box>
attempt-title: ΑΠΟΠΕΙΡΑ <box>1040 420 1165 447</box>
bank-title: ΕΘΝΙΚΗ ΤΡΑΠΕΖΑ ΤΗΣ ΕΛΛΑΔΟΣ <box>657 925 946 952</box>
exchange-cell <box>238 605 295 621</box>
parnassos-body: πρέπει νὰ ὀφείλῃ χάριτας εἰς τὸν βουλευτὴν Λεβαδείας κ. Ι. Λάππαν ὁ ὁποῖος διὰ τῆς ἐπιμονῆς του κατώρθωσεν ἵνα ἀναγραφῇ εἰς τὸν προϋπολογισμὸν πίστωσις δρ. 1500 ὑπὲρ τοῦ ὅπως χρήσιμος ὑποστηρίζεται ὁ Σύλλογος. <box>359 758 649 840</box>
announce-title: ΑΝΑΚΟΙΝΩΘΕΝ <box>359 448 649 479</box>
exchange-cell: 500.— <box>314 431 349 446</box>
exchange-row <box>61 259 351 275</box>
exchange-cell: 103.— <box>314 447 349 462</box>
exchange-row <box>61 432 351 448</box>
almanac-line: Σελήνη 6 ήμερων <box>163 104 250 119</box>
theft-title: ΘΡΑΣΥΤΑΤΗ ΚΛΟΠΗ <box>134 850 279 868</box>
funeral-title: Η ΚΗΔΕΙΑ ΤΗΣ ΑΥΤΟΧΕΙΡΟΣ <box>104 1266 308 1284</box>
announce-body: Ἡ Α.Μ. ὁ Βασιλεὺς οὐδένα ἐδέχθη εἰς ἀκρόασιν ἀπὸ τῆς ἀσθενείας Του. Ὑπομένως δὲ ἐν τῷ χθεσινῷ φύλλῳ τοῦ «Θεσσαλοῦ» ἐδημοσιεύθη, ὅτι ἡ Μεγαλειότης Του εἶπεν εἰς ἀνώτατον δικαστικὸν λειτουργόν, μέλος τοῦ Δικαστηρίου τοῦ Ἀρείου Πάγου, εἶνε ὅλως ἀνυπόστατα. <box>359 485 649 584</box>
exchange-cell: 37.35 <box>321 605 349 620</box>
front-body: Εἶχε φθάσει μετὰ τῆς ἐμπροσθοφυλακῆς εἰς ἀπόστασιν 23 χιλιομέτρων, ὅτε αἴφνης περιεκυκλώθη ὑπὸ τῶν Μπόερς. <box>1260 866 1539 915</box>
exchange-row <box>61 464 351 480</box>
exchange-cell: 98.— <box>321 321 349 336</box>
exchange-cell: 32.50 <box>321 557 349 572</box>
exchange-cell: 229.— <box>314 369 349 384</box>
war-body: Ἐκ τῶν πληροφοριῶν τούτων αἱ σπουδαιότεραι εἶνε αἱ ἀφορῶσαι τὴν ὁρμὴν τῶν στρατηγῶν Φρέντς καὶ Κόλβιλ οἱ ὁποῖοι ἠναγκάσθησαν νὰ ἀπέλθουν εἰς Μπλεμφοντάιν. Ἐκ τούτου ὁ στρατηγὸς Ὀλιβὲ κατώρθωσε νὰ νικήσῃ τοὺς Ἄγγλους καὶ νὰ ἐπανακτήσῃ τὸ Ἀλδαμπράντ καὶ τὸ Ταμπάχος. <box>954 267 1252 366</box>
exchange-date: Μαρτίου 22 1900 <box>264 195 351 210</box>
exchange-cell <box>238 637 295 653</box>
analyses-sub: ΧΗΜΙΚΑΙ ΚΑΙ ΜΙΚΡΟΒΙΟΛΟΓΙΚΑΙ <box>1306 1341 1493 1356</box>
mykali-body: Χθὲς καθ' ὅλην τὴν ἡμέραν μέχρι τῆς νυκτὸς ἐνώπιον τοῦ ἐν Πειραιεῖ Ναυτοδικείου συνεζητήθη ἡ κατὰ τῶν ναυτῶν τοῦ Πολεμικοῦ Ναυτικοῦ Παυλῆ, Ψισκαφίου καὶ Χρονοπούλου κατηγορία ἐπὶ κλοπῇ διὰ ρήξεως τοῦ ταμείου τοῦ ὁπλιταγωγοῦ «Μυκάλη». Τὸ Ναυτοδικεῖον μετὰ τὴν ἀγόρευσιν τοῦ Β. Ἐπιτρόπου κ. Μέξη, ἀντιπλοιάρχου, καὶ τὴν ὑπεράσπισιν τῶν κατηγορουμένων κατεδίκασε τοὺς τρεῖς εἰς φυλάκισιν. <box>61 1118 351 1251</box>
last-hour-title: ΤΕΛΕΥΤΑΙΑ ΩΡΑ <box>954 67 1252 119</box>
exchange-row <box>61 574 351 590</box>
mafeking-title-2: ΤΗΣ ΜΑΦΕΚΙΓΚ <box>1314 310 1485 331</box>
tinos-row-2: Κυριακὴν 26 » » <box>657 1289 740 1304</box>
tinos-row: » 24 » » 8 ἑσπέρας <box>657 1232 750 1247</box>
border-body: Ὁ ἐν Ἀθήναις πρεσβευτὴς τῆς Τουρκίας κατὰ τὴν χθεσινὴν αὐτοῦ παρὰ τῷ ὑπουργῷ τῶν Ἐξωτερικῶν ἐπίσκεψιν ἐπανῆλθε εἰς τὸ ζήτημα τῶν συνόρων. <box>954 781 1252 830</box>
exchange-cell: 162.25 <box>314 573 349 588</box>
exchange-header-row <box>61 212 351 228</box>
theatre-variete: ΒΑΡΙΕΤΕ. Κόσμος πολὺς μετέβη χθὲς εἰς τὸ Βαριετὲ, ὅπου ἐθαυμάσθη ὁ περίεργος καλλιτέχνης Ἀρτελίο. Ὁ ἠθοποιὸς οὗτος κατορθώνει μόνος του νὰ παίξῃ ὁλόκληρον κωμωδίαν ὑποδυόμενος διάφορα πρόσωπα. <box>657 137 946 220</box>
theft-sub: Ἠνοίξαν τὸ ἀνακριτικὸν Γραφεῖον!! <box>102 903 310 918</box>
column-rule <box>649 63 650 2284</box>
intro-body: σας καὶ ἡ μνεία τῆς ἀκμαίας οἰκονομικῆς καταστάσεως τοῦ Ἔθνους ἐπὶ τῆς βασιλείας τοῦ ἀειμνήστου Ὄθωνος, ἐν συγκρίσει πρὸς τὸ ἐνεστὼς ἐθνικὸν ναυάγιον, ἦτο ἡ προσήκουσα ἀπάντησις εἰς τὸν κ. Θήρας βουλευτὴν κ. Μαρκεζίνην, ὅστις ἐπέπρωτο πρῶτος αὐτός, ἐκ τοῦ ἐθνικοῦ βήματος, νὰ βλασφημήσῃ κατὰ τοῦ τόσον ἐνδόξου ἐκείνου παρελθόντος. <box>359 63 649 196</box>
exchange-cell: 292.— <box>258 401 293 416</box>
theft-source: (Ἰδιαίτερον τηλεγράφημα τοῦ «Ἐμπρὸς») <box>106 924 306 939</box>
border-title: ΤΟ ΖΗΤΗΜΑ <box>1038 711 1167 737</box>
pow-sub: Εἰς πόσους ἀνέρχονται. — Ἀπελπιστικὴ κατάστασις <box>989 1083 1217 1117</box>
theft-title-2: ΕΝ ΠΑΤΡΑΙΣ <box>154 876 259 897</box>
front-body: Ὁ Βροδγούδ εἰδοποιήθη, ὅτι ἰσχυρὸν σῶμα Μπόερς ἐβάδιζε κατὰ τοῦ Ταμβάχου, φοβηθεὶς δὲ ὅτι δὲν θὰ ἠδύνατο νὰ ἀνθέξῃ ἀνεχώρησεν ἐκ τῆς θέσεώς του. <box>1260 795 1539 861</box>
bank-sign-2: Οἱ Γραμματεῖς <box>765 1077 838 1092</box>
pow-title: ΟΙ ΑΙΧΜΑΛΩΤΟΙ ΜΠΟΕΡΣ <box>994 1056 1212 1077</box>
tinos-row-2: Σάββατον 25 Μαρτίου Μ. Μεσημβρίαν <box>657 1274 852 1288</box>
kronje-body: Ὁ Κροῦγερ προέβη εἰς παραστάσεις πρὸς τὰς ἀγγλικὰς Ἀρχὰς διὰ τὴν ἐπιστροφὴν τῶν αἰχμαλώτων Μπόερς καὶ τοῦ στρατηγοῦ Κρόνζε εἰς τὴν νῆσον Ἁγίας Ἑλένης. <box>954 975 1252 1041</box>
pow-body: Ἐτημισθώθησαν μέχρι τοῦδε 200 χρυσομαλλα τύπου καὶ ἐντεριώδη. <box>954 1230 1252 1263</box>
exchange-cell: Κρητικῆς Τραπέζης <box>63 463 162 478</box>
piracy-body: ΛΟΝΔΙΝΟΝ (διὰ Κερκύρας), 22 Μαρτίου. — Πειραταὶ συνέλαβον μίαν λέμβον ἀγγλικοῦ ἀτμοπλοίου διευθυνόμενην εἰς τὴν Τζέκτσιγκ. Τὸ πλήρωμα ἠχμαλωτίσθη. <box>1260 556 1539 623</box>
exchange-row <box>61 511 351 527</box>
boer-threat-body: ΛΟΝΔΙΝΟΝ (διὰ Κερκύρας), 22 Μαρτίου. — Σῶμα Μπόερς ἀνεφάνη εἰς Γουδεσβεργ καὶ ἀπειλεῖ τὴν συγκοινωνίαν Κιμπερλεῦ καὶ Μπλεμφοντάιν. <box>1260 216 1539 266</box>
suicide-body: Αἱ αὐτοκτονίαι ἔργονται ἡ μία μετὰ τὴν ἄλλην. Οὕτω ἀργὰ τὴν νύκτα χθὲς εἰς τὴν ὁδὸν Μαυρομιχάλη ηὐτοκτόνησε, λαβοῦσα ἀρκετὴν δόσιν θηλητηρίου ἡ Εὐάγγ. Ζουμπούλια ἐτῶν 15, ἕνεκα ἀγώστων λόγων. Ἡ δυστυχὴς ἐξέπνευσεν ἐν μέσῳ φρικτῶν πόνων. <box>359 264 649 346</box>
exchange-header-cell <box>61 212 238 228</box>
suicide-body: Ἐξ ἄλλου ἐπὶ τὴν ὁδὸν Ὑπατίας ὁ Ἰκτῖνος Πρίνεξ ἕνεκεν ἐρωτικῶν λόγων ἀπεπειράθη χθὲς τὴν νύκτα ν' αὐτοκτονήσῃ διὰ περιστρόφου πυροβολήσας ἑαυτὸν κατὰ τῆς καρδίας του. Τὸ τραῦμα εἶνε ἐλαφρὸν διότι διεξῆλθεν ἐκεῖθεν δεξιᾶς. <box>359 351 649 434</box>
exchange-row <box>61 338 351 354</box>
attempt-title-3: ΤΗΣ ΟΥΑΛΛΙΑΣ <box>1045 470 1160 488</box>
